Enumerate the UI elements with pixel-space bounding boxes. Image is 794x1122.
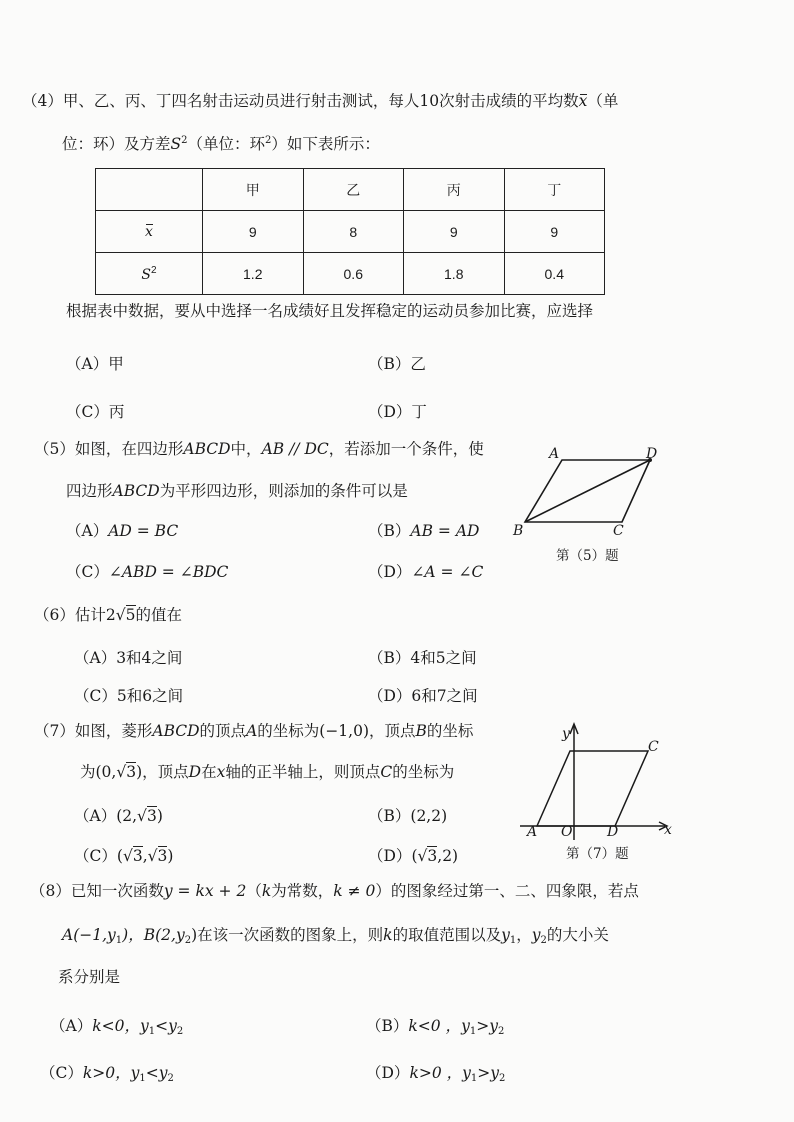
q5-option-b[interactable]: （B）AB = AD	[368, 522, 480, 540]
q8-stem-line3: 系分别是	[58, 968, 121, 986]
label-d: D	[646, 446, 658, 462]
label-o: O	[561, 824, 573, 840]
table-header-ding: 丁	[504, 169, 605, 211]
mean-row-label: x	[96, 211, 203, 253]
table-cell: 9	[404, 211, 505, 253]
q6-stem: （6）估计2√5的值在	[34, 606, 183, 624]
q4-option-a[interactable]: （A）甲	[66, 355, 124, 373]
table-header-yi: 乙	[303, 169, 404, 211]
radical-icon: √	[137, 807, 147, 825]
radical-icon: √	[115, 606, 126, 624]
q4-stem-line1: （4）甲、乙、丙、丁四名射击运动员进行射击测试，每人10次射击成绩的平均数x（单	[22, 92, 619, 110]
q6-option-c[interactable]: （C）5和6之间	[74, 687, 184, 705]
q5-figure-parallelogram	[505, 440, 685, 540]
table-row-variance	[96, 253, 605, 295]
q4-option-b[interactable]: （B）乙	[368, 355, 426, 373]
q7-option-b[interactable]: （B）(2,2)	[368, 807, 448, 825]
q5-stem-line2: 四边形ABCD为平形四边形，则添加的条件可以是	[66, 482, 408, 500]
variance-row-label: $S^2$	[96, 253, 203, 295]
q8-stem-line1: （8）已知一次函数y = kx + 2（k为常数，k ≠ 0）的图象经过第一、二、四象限，若点	[30, 882, 639, 900]
q5-option-d[interactable]: （D）∠A = ∠C	[368, 563, 484, 581]
q7-figure-rhombus	[515, 718, 685, 840]
q6-option-b[interactable]: （B）4和5之间	[368, 649, 477, 667]
radical-icon: √	[417, 847, 428, 865]
radical-icon: √	[122, 847, 133, 865]
radical-icon: √	[116, 763, 127, 781]
table-cell: 0.4	[504, 253, 605, 295]
table-header-jia: 甲	[203, 169, 304, 211]
q8-stem-line2: $A(-1,y_1)$，$B(2,y_2)$在该一次函数的图象上，则k的取值范围以及$y_1$，$y_2$的大小关	[62, 926, 609, 946]
table-cell: 0.6	[303, 253, 404, 295]
q4-prompt: 根据表中数据，要从中选择一名成绩好且发挥稳定的运动员参加比赛，应选择	[66, 302, 594, 320]
label-d: D	[607, 824, 619, 840]
q4-stem-line2: 位：环）及方差$S^2$（单位：环$^2$）如下表所示：	[62, 135, 380, 153]
q7-stem-line2: 为(0,√3)，顶点D在x轴的正半轴上，则顶点C的坐标为	[80, 763, 455, 781]
table-cell: 8	[303, 211, 404, 253]
q7-figure-caption: 第（7）题	[566, 846, 629, 862]
label-x: x	[664, 822, 672, 838]
table-header-row	[96, 169, 605, 211]
table-header-bing: 丙	[404, 169, 505, 211]
q8-option-c[interactable]: （C）k>0，$y_1<y_2$	[40, 1064, 174, 1084]
q6-option-d[interactable]: （D）6和7之间	[368, 687, 478, 705]
q8-option-b[interactable]: （B）k<0 ，$y_1>y_2$	[366, 1017, 505, 1037]
table-cell: 9	[504, 211, 605, 253]
label-c: C	[613, 523, 624, 539]
table-cell: 1.8	[404, 253, 505, 295]
label-a: A	[549, 446, 560, 462]
q8-option-d[interactable]: （D）k>0 ，$y_1>y_2$	[366, 1064, 506, 1084]
q7-option-c[interactable]: （C）(√3,√3)	[74, 847, 174, 865]
q7-option-a[interactable]: （A）(2,√3)	[74, 807, 163, 825]
label-c: C	[648, 739, 659, 755]
table-cell	[96, 169, 203, 211]
q5-figure-caption: 第（5）题	[556, 548, 619, 564]
rhombus-abcd	[537, 751, 648, 826]
mean-symbol: x	[578, 92, 588, 110]
label-y: y	[562, 726, 570, 742]
q4-stats-table	[95, 168, 605, 295]
q5-option-c[interactable]: （C）∠ABD = ∠BDC	[66, 563, 229, 581]
q7-option-d[interactable]: （D）(√3,2)	[368, 847, 459, 865]
q7-stem-line1: （7）如图，菱形ABCD的顶点A的坐标为(−1,0)，顶点B的坐标	[34, 722, 474, 740]
table-cell: 1.2	[203, 253, 304, 295]
q4-option-c[interactable]: （C）丙	[66, 403, 125, 421]
q8-option-a[interactable]: （A）k<0，$y_1<y_2$	[50, 1017, 184, 1037]
radical-icon: √	[147, 847, 158, 865]
label-b: B	[513, 523, 524, 539]
table-cell: 9	[203, 211, 304, 253]
q4-option-d[interactable]: （D）丁	[368, 403, 427, 421]
q5-option-a[interactable]: （A）AD = BC	[66, 522, 179, 540]
label-a: A	[527, 824, 538, 840]
table-row-mean	[96, 211, 605, 253]
q5-stem-line1: （5）如图，在四边形ABCD中，AB // DC，若添加一个条件，使	[34, 440, 484, 458]
q6-option-a[interactable]: （A）3和4之间	[74, 649, 183, 667]
